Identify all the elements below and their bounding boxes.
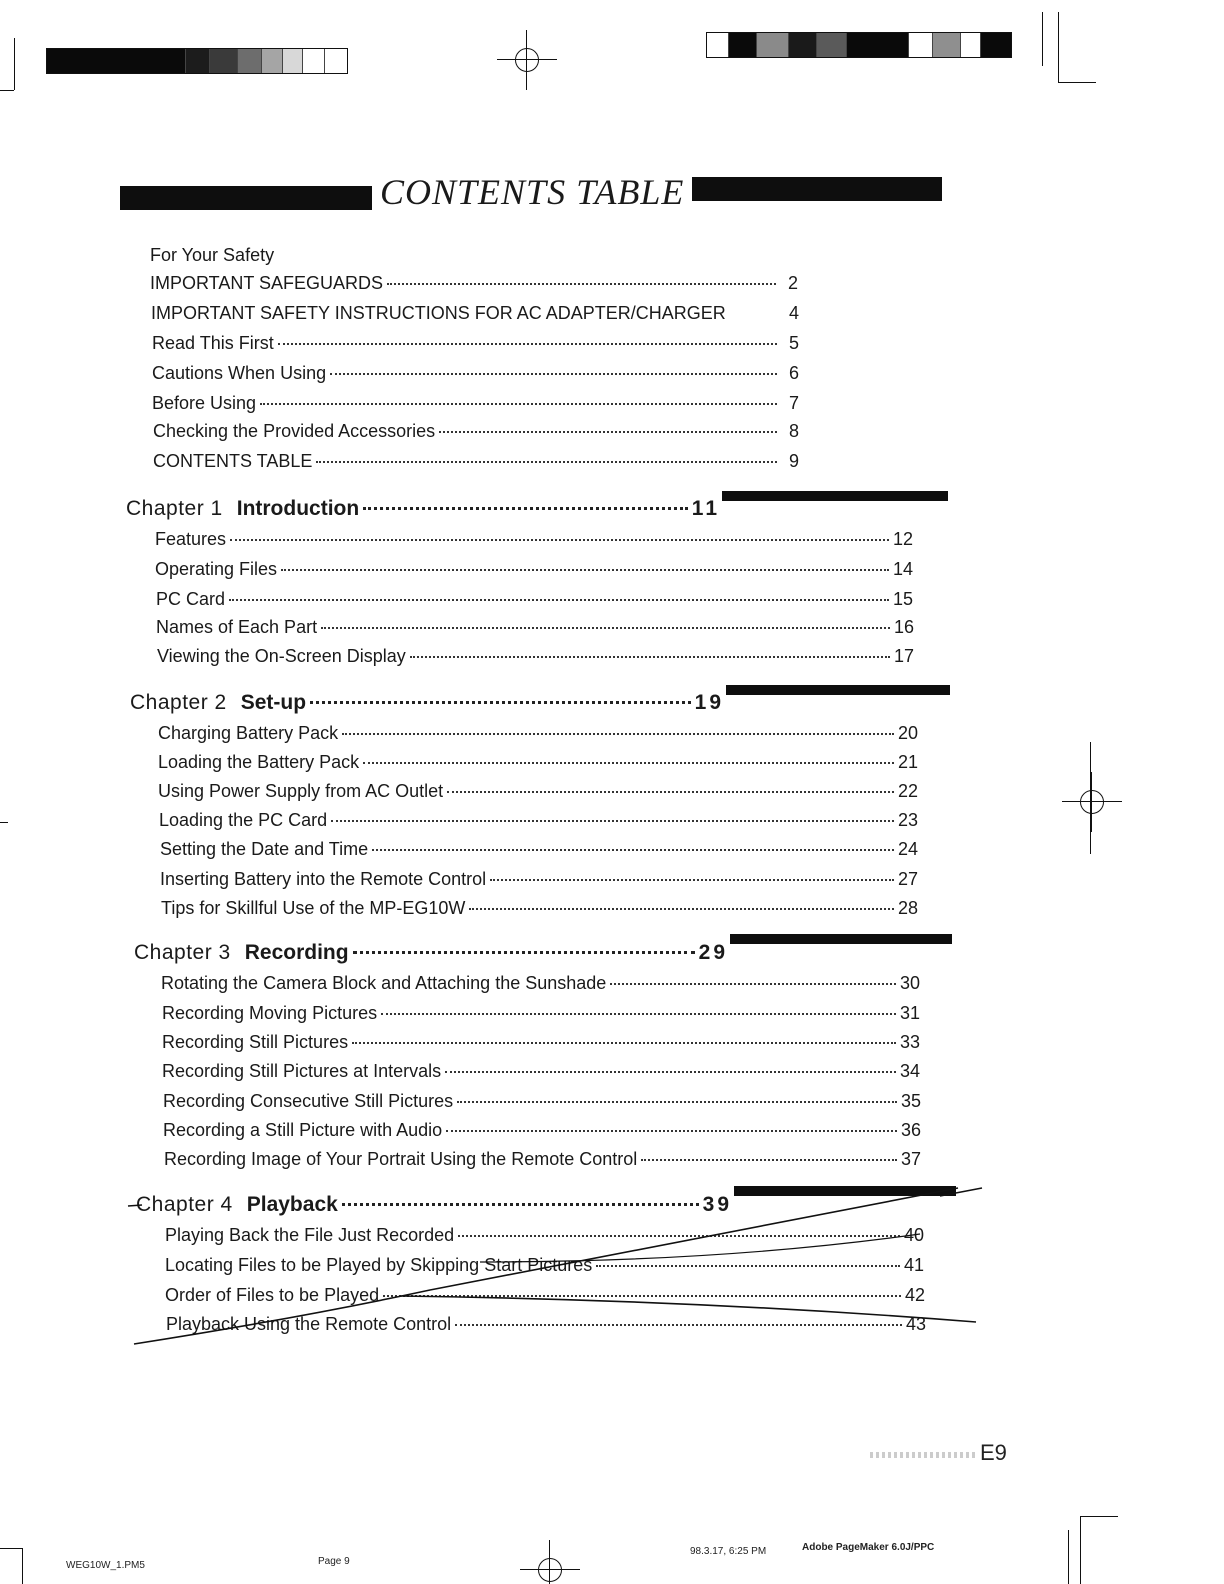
crop-mark — [1080, 1516, 1118, 1517]
toc-entry-page: 42 — [904, 1285, 925, 1305]
toc-entry-label: Rotating the Camera Block and Attaching the Sunshade — [161, 973, 607, 993]
toc-entry-label: Names of Each Part — [156, 617, 318, 637]
footer-timestamp: 98.3.17, 6:25 PM — [690, 1546, 767, 1557]
toc-entry-label: Features — [155, 529, 227, 549]
toc-entry-page: 30 — [899, 973, 920, 993]
toc-entry-label: Read This First — [152, 333, 274, 353]
chapter-title: Playback — [246, 1193, 338, 1216]
footer-page: Page 9 — [318, 1556, 350, 1567]
crop-mark — [0, 1548, 22, 1549]
toc-entry-label: Recording Consecutive Still Pictures — [163, 1091, 454, 1111]
toc-entry-page: 14 — [892, 559, 913, 579]
page-number: E9 — [980, 1440, 1007, 1465]
toc-entry-page: 27 — [897, 869, 918, 889]
toc-entry-page: 17 — [893, 646, 914, 666]
toc-entry-page: 22 — [897, 781, 918, 801]
chapter-page: 39 — [702, 1193, 732, 1216]
chapter-number: Chapter 2 — [130, 691, 227, 714]
toc-entry-page: 35 — [900, 1091, 921, 1111]
chapter-title: Introduction — [236, 497, 360, 520]
toc-entry-label: Cautions When Using — [152, 363, 327, 383]
toc-entry-label: For Your Safety — [150, 245, 275, 265]
toc-entry-label: IMPORTANT SAFETY INSTRUCTIONS FOR AC ADAPTER/CHARGER — [151, 303, 726, 323]
toc-entry-label: Tips for Skillful Use of the MP-EG10W — [161, 898, 466, 918]
toc-entry-page: 24 — [897, 839, 918, 859]
toc-entry-label: Recording Image of Your Portrait Using the Remote Control — [164, 1149, 638, 1169]
chapter-title: Set-up — [240, 691, 307, 714]
chapter-page: 11 — [691, 497, 720, 520]
toc-entry-label: Inserting Battery into the Remote Control — [160, 869, 487, 889]
toc-entry-page: 20 — [897, 723, 918, 743]
toc-entry-page: 12 — [892, 529, 913, 549]
toc-entry-label: Using Power Supply from AC Outlet — [158, 781, 444, 801]
chapter-page: 29 — [698, 941, 728, 964]
toc-entry-label: CONTENTS TABLE — [153, 451, 313, 471]
toc-entry-page: 34 — [899, 1061, 920, 1081]
toc-entry-page: 7 — [788, 393, 799, 413]
toc-entry-page: 16 — [893, 617, 914, 637]
chapter-number: Chapter 1 — [126, 497, 223, 520]
toc-entry-page: 28 — [897, 898, 918, 918]
toc-entry-label: Before Using — [152, 393, 257, 413]
page-number-smudge — [870, 1452, 976, 1458]
toc-entry-page: 33 — [899, 1032, 920, 1052]
toc-entry-page: 4 — [788, 303, 799, 323]
toc-entry-page: 5 — [788, 333, 799, 353]
toc-entry-page: 8 — [788, 421, 799, 441]
toc-entry-page: 6 — [788, 363, 799, 383]
crop-mark — [1068, 1530, 1069, 1584]
toc-entry-page: 9 — [788, 451, 799, 471]
toc-entry-page: 43 — [905, 1314, 926, 1334]
chapter-number: Chapter 4 — [136, 1193, 233, 1216]
toc-entry-label: Recording Moving Pictures — [162, 1003, 378, 1023]
crop-mark — [1080, 1516, 1081, 1584]
toc-entry-label: Locating Files to be Played by Skipping Start Pictures — [165, 1255, 593, 1275]
toc-entry-label: Recording Still Pictures — [162, 1032, 349, 1052]
toc-entry-label: Charging Battery Pack — [158, 723, 339, 743]
toc-entry-page: 37 — [900, 1149, 921, 1169]
toc-entry-label: Loading the PC Card — [159, 810, 328, 830]
footer-filename: WEG10W_1.PM5 — [66, 1560, 145, 1571]
toc-entry-page: 36 — [900, 1120, 921, 1140]
chapter-title: Recording — [244, 941, 349, 964]
toc-entry-label: Operating Files — [155, 559, 278, 579]
toc-entry-page: 40 — [903, 1225, 924, 1245]
toc-entry-page: 31 — [899, 1003, 920, 1023]
chapter-number: Chapter 3 — [134, 941, 231, 964]
crop-mark — [22, 1548, 23, 1584]
toc-entry-page: 15 — [892, 589, 913, 609]
toc-entry-label: Recording a Still Picture with Audio — [163, 1120, 443, 1140]
toc-entry-label: PC Card — [156, 589, 226, 609]
registration-mark — [520, 1540, 580, 1584]
toc-entry-page: 23 — [897, 810, 918, 830]
toc-entry-label: Playback Using the Remote Control — [166, 1314, 452, 1334]
toc-entry-label: Loading the Battery Pack — [158, 752, 360, 772]
toc-entry-label: IMPORTANT SAFEGUARDS — [150, 273, 384, 293]
toc-entry-label: Setting the Date and Time — [160, 839, 369, 859]
toc-entry-page: 21 — [897, 752, 918, 772]
toc-entry-label: Checking the Provided Accessories — [153, 421, 436, 441]
toc-entry-label: Playing Back the File Just Recorded — [165, 1225, 455, 1245]
toc-entry-page: 2 — [787, 273, 798, 293]
toc-entry-label: Viewing the On-Screen Display — [157, 646, 406, 666]
page-title: CONTENTS TABLE — [380, 172, 685, 212]
chapter-page: 19 — [694, 691, 724, 714]
toc-entry-label: Recording Still Pictures at Intervals — [162, 1061, 442, 1081]
footer-application: Adobe PageMaker 6.0J/PPC — [802, 1542, 935, 1553]
toc-entry-label: Order of Files to be Played — [165, 1285, 380, 1305]
toc-entry-page: 41 — [903, 1255, 924, 1275]
